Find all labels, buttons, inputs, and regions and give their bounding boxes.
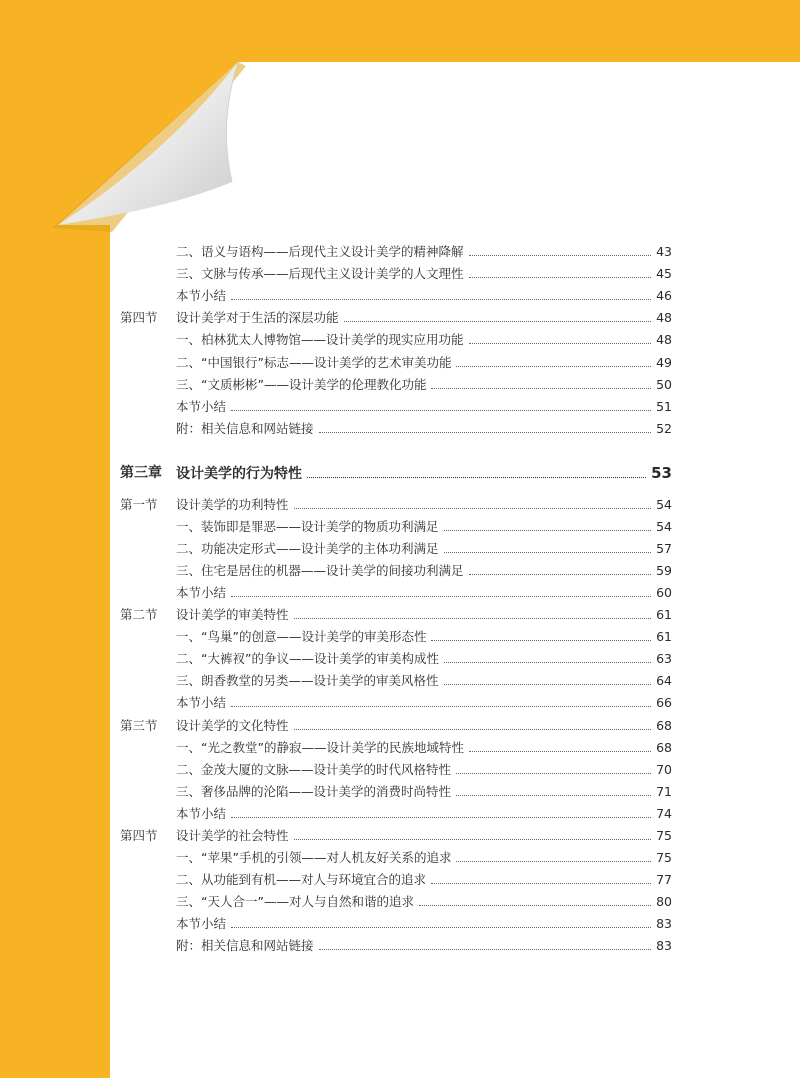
dot-leader xyxy=(419,905,651,906)
page-number: 52 xyxy=(656,420,672,436)
dot-leader xyxy=(456,861,651,862)
toc-entry-row xyxy=(0,241,672,263)
toc-line xyxy=(176,538,672,560)
page-number: 80 xyxy=(656,893,672,909)
chapter-page-number: 53 xyxy=(651,464,672,482)
toc-section-row xyxy=(0,494,672,516)
page-number: 61 xyxy=(656,607,672,623)
chapter-label: 第三章 xyxy=(120,465,162,481)
page-number: 60 xyxy=(656,585,672,601)
toc-line xyxy=(176,494,672,516)
toc-line xyxy=(176,582,672,604)
toc-line xyxy=(176,803,672,825)
entry-title: 设计美学对于生活的深层功能 xyxy=(176,310,339,326)
entry-title: 三、文脉与传承——后现代主义设计美学的人文理性 xyxy=(176,266,464,282)
toc-line xyxy=(176,241,672,263)
dot-leader xyxy=(469,751,651,752)
dot-leader xyxy=(294,729,652,730)
entry-title: 设计美学的社会特性 xyxy=(176,827,289,843)
dot-leader xyxy=(294,508,652,509)
toc-line xyxy=(176,263,672,285)
page-number: 51 xyxy=(656,398,672,414)
page-number: 50 xyxy=(656,376,672,392)
dot-leader xyxy=(456,773,651,774)
page-number: 46 xyxy=(656,288,672,304)
toc-line xyxy=(176,626,672,648)
entry-title: 一、“苹果”手机的引领——对人机友好关系的追求 xyxy=(176,849,452,865)
toc-entry-row xyxy=(0,516,672,538)
toc-line xyxy=(176,352,672,374)
toc-entry-row xyxy=(0,670,672,692)
toc-section-row xyxy=(0,604,672,626)
entry-title: 二、“大裤衩”的争议——设计美学的审美构成性 xyxy=(176,651,439,667)
toc-line xyxy=(176,329,672,351)
dot-leader xyxy=(469,255,652,256)
page-number: 54 xyxy=(656,497,672,512)
section-label: 第一节 xyxy=(120,497,158,512)
dot-leader xyxy=(469,574,652,575)
toc-line xyxy=(176,285,672,307)
toc-entry-row xyxy=(0,263,672,285)
toc-line xyxy=(176,396,672,418)
toc-line xyxy=(176,781,672,803)
dot-leader xyxy=(469,277,652,278)
page-number: 77 xyxy=(656,871,672,887)
dot-leader xyxy=(456,366,651,367)
dot-leader xyxy=(231,817,651,818)
toc-line xyxy=(176,869,672,891)
page-number: 83 xyxy=(656,938,672,953)
toc-section-row xyxy=(0,307,672,329)
page-number: 74 xyxy=(656,805,672,821)
entry-title: 三、奢侈品牌的沦陷——设计美学的消费时尚特性 xyxy=(176,783,452,799)
entry-title: 二、“中国银行”标志——设计美学的艺术审美功能 xyxy=(176,354,452,370)
page-number: 48 xyxy=(656,310,672,326)
page-number: 59 xyxy=(656,563,672,579)
dot-leader xyxy=(231,299,651,300)
toc-line xyxy=(176,759,672,781)
chapter-heading xyxy=(0,460,672,486)
toc-line xyxy=(176,648,672,670)
entry-title: 二、语义与语构——后现代主义设计美学的精神降解 xyxy=(176,244,464,259)
toc-line xyxy=(176,307,672,329)
page-number: 68 xyxy=(656,739,672,755)
page-number: 66 xyxy=(656,695,672,711)
toc-line xyxy=(176,935,672,957)
toc-entry-row xyxy=(0,648,672,670)
toc-entry-row xyxy=(0,913,672,935)
toc-line xyxy=(176,715,672,737)
entry-title: 本节小结 xyxy=(176,288,227,304)
entry-title: 三、朗香教堂的另类——设计美学的审美风格性 xyxy=(176,673,439,689)
entry-title: 本节小结 xyxy=(176,915,227,931)
entry-title: 一、装饰即是罪恶——设计美学的物质功利满足 xyxy=(176,519,439,535)
toc-entry-row xyxy=(0,781,672,803)
toc-entry-row xyxy=(0,560,672,582)
entry-title: 三、住宅是居住的机器——设计美学的间接功利满足 xyxy=(176,563,464,579)
toc-line xyxy=(176,516,672,538)
dot-leader xyxy=(307,477,646,478)
entry-title: 本节小结 xyxy=(176,695,227,711)
dot-leader xyxy=(431,388,651,389)
toc-entry-row xyxy=(0,737,672,759)
toc-entry-row xyxy=(0,847,672,869)
dot-leader xyxy=(444,530,652,531)
toc-line xyxy=(176,418,672,440)
toc-line xyxy=(176,560,672,582)
page-number: 61 xyxy=(656,629,672,645)
entry-title: 二、金茂大厦的文脉——设计美学的时代风格特性 xyxy=(176,761,452,777)
toc-entry-row xyxy=(0,582,672,604)
toc-line xyxy=(176,670,672,692)
dot-leader xyxy=(294,618,652,619)
entry-title: 设计美学的审美特性 xyxy=(176,607,289,623)
page-number: 68 xyxy=(656,717,672,733)
toc-entry-row xyxy=(0,418,672,440)
page-number: 71 xyxy=(656,783,672,799)
toc-line xyxy=(176,737,672,759)
toc-entry-row xyxy=(0,759,672,781)
toc-entry-row xyxy=(0,374,672,396)
toc-entry-row xyxy=(0,935,672,957)
entry-title: 一、“鸟巢”的创意——设计美学的审美形态性 xyxy=(176,629,427,645)
dot-leader xyxy=(231,410,651,411)
dot-leader xyxy=(431,883,651,884)
dot-leader xyxy=(231,927,651,928)
section-label: 第三节 xyxy=(120,717,158,733)
toc-entry-row xyxy=(0,626,672,648)
toc-section-row xyxy=(0,825,672,847)
dot-leader xyxy=(444,552,652,553)
page-number: 63 xyxy=(656,651,672,667)
toc-entry-row xyxy=(0,285,672,307)
dot-leader xyxy=(344,321,652,322)
entry-title: 设计美学的文化特性 xyxy=(176,717,289,733)
toc-line xyxy=(176,847,672,869)
toc-line xyxy=(176,825,672,847)
toc-entry-row xyxy=(0,396,672,418)
toc-entry-row xyxy=(0,352,672,374)
toc-entry-row xyxy=(0,869,672,891)
dot-leader xyxy=(231,706,651,707)
entry-title: 三、“天人合一”——对人与自然和谐的追求 xyxy=(176,893,414,909)
entry-title: 附：相关信息和网站链接 xyxy=(176,420,314,436)
section-label: 第四节 xyxy=(120,827,158,843)
entry-title: 本节小结 xyxy=(176,585,227,601)
entry-title: 三、“文质彬彬”——设计美学的伦理教化功能 xyxy=(176,376,427,392)
toc-entry-row xyxy=(0,538,672,560)
page-number: 49 xyxy=(656,354,672,370)
entry-title: 二、从功能到有机——对人与环境宜合的追求 xyxy=(176,871,427,887)
entry-title: 本节小结 xyxy=(176,398,227,414)
toc-line xyxy=(176,374,672,396)
dot-leader xyxy=(431,640,651,641)
toc-line xyxy=(176,891,672,913)
entry-title: 二、功能决定形式——设计美学的主体功利满足 xyxy=(176,541,439,557)
toc-entry-row xyxy=(0,803,672,825)
entry-title: 设计美学的功利特性 xyxy=(176,497,289,512)
entry-title: 一、“光之教堂”的静寂——设计美学的民族地域特性 xyxy=(176,739,464,755)
toc-line xyxy=(176,604,672,626)
entry-title: 附：相关信息和网站链接 xyxy=(176,938,314,953)
page-number: 64 xyxy=(656,673,672,689)
page-number: 75 xyxy=(656,849,672,865)
chapter-line xyxy=(176,460,672,487)
dot-leader xyxy=(469,343,652,344)
page-number: 54 xyxy=(656,519,672,535)
page-number: 75 xyxy=(656,827,672,843)
page-number: 45 xyxy=(656,266,672,282)
page-number: 70 xyxy=(656,761,672,777)
toc-entry-row xyxy=(0,329,672,351)
section-label: 第二节 xyxy=(120,607,158,623)
dot-leader xyxy=(444,662,651,663)
dot-leader xyxy=(456,795,651,796)
page-number: 83 xyxy=(656,915,672,931)
dot-leader xyxy=(319,949,652,950)
toc-entry-row xyxy=(0,891,672,913)
toc-line xyxy=(176,692,672,714)
toc-entry-row xyxy=(0,692,672,714)
toc-section-row xyxy=(0,715,672,737)
entry-title: 本节小结 xyxy=(176,805,227,821)
toc-line xyxy=(176,913,672,935)
dot-leader xyxy=(319,432,652,433)
dot-leader xyxy=(231,596,651,597)
page-number: 43 xyxy=(656,244,672,259)
page-number: 57 xyxy=(656,541,672,557)
page-number: 48 xyxy=(656,332,672,348)
entry-title: 一、柏林犹太人博物馆——设计美学的现实应用功能 xyxy=(176,332,464,348)
section-label: 第四节 xyxy=(120,310,158,326)
dot-leader xyxy=(294,839,652,840)
dot-leader xyxy=(444,684,652,685)
chapter-title: 设计美学的行为特性 xyxy=(176,466,302,482)
